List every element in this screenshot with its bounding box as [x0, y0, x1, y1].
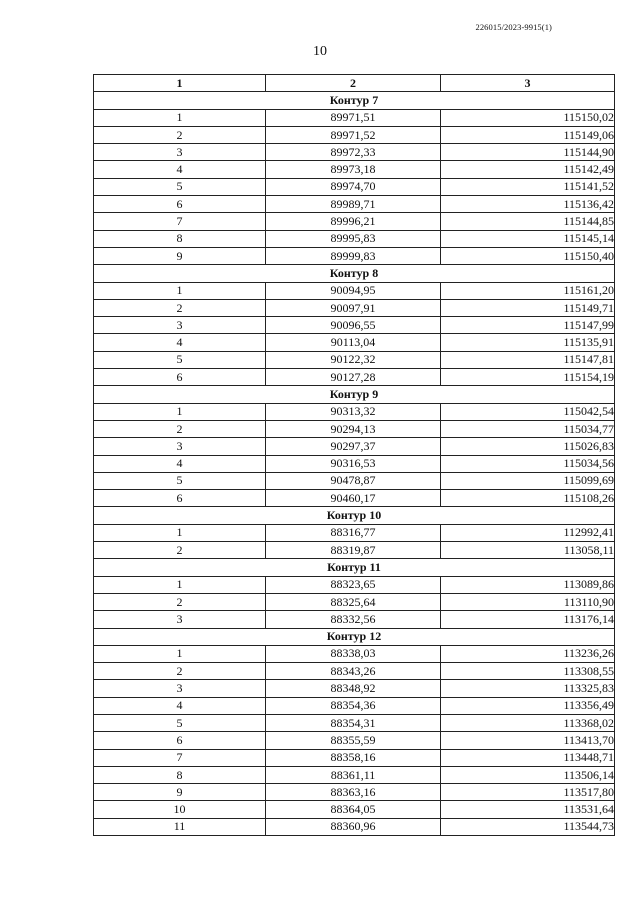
table-row — [94, 490, 615, 507]
coordinate-x-cell: 88332,56 — [266, 611, 441, 628]
coordinate-y-cell: 115149,06 — [441, 126, 615, 143]
coordinate-y-cell: 115147,99 — [441, 317, 615, 334]
coordinate-x-cell: 89973,18 — [266, 161, 441, 178]
coordinate-x-cell: 89995,83 — [266, 230, 441, 247]
coordinate-y-cell: 115136,42 — [441, 196, 615, 213]
point-number-cell: 8 — [94, 766, 266, 783]
point-number-cell: 4 — [94, 455, 266, 472]
coordinate-x-cell: 89972,33 — [266, 144, 441, 161]
page-number: 10 — [313, 44, 327, 59]
point-number-cell: 8 — [94, 230, 266, 247]
table-row — [94, 438, 615, 455]
point-number-cell: 9 — [94, 247, 266, 264]
point-number-cell: 1 — [94, 282, 266, 299]
coordinate-x-cell: 89971,51 — [266, 109, 441, 126]
point-number-cell: 1 — [94, 645, 266, 662]
point-number-cell: 10 — [94, 801, 266, 818]
coordinate-y-cell: 115150,02 — [441, 109, 615, 126]
coordinate-x-cell: 88355,59 — [266, 732, 441, 749]
table-row — [94, 593, 615, 610]
coordinate-y-cell: 113236,26 — [441, 645, 615, 662]
coordinate-y-cell: 115142,49 — [441, 161, 615, 178]
coordinate-y-cell: 113531,64 — [441, 801, 615, 818]
coordinate-x-cell: 88360,96 — [266, 818, 441, 835]
table-row — [94, 109, 615, 126]
contour-header-row — [94, 265, 615, 282]
point-number-cell: 6 — [94, 196, 266, 213]
coordinate-y-cell: 113058,11 — [441, 542, 615, 559]
coordinate-x-cell: 88316,77 — [266, 524, 441, 541]
point-number-cell: 6 — [94, 732, 266, 749]
coordinate-x-cell: 90096,55 — [266, 317, 441, 334]
point-number-cell: 2 — [94, 126, 266, 143]
coordinate-x-cell: 90122,32 — [266, 351, 441, 368]
table-row — [94, 714, 615, 731]
coordinate-x-cell: 90127,28 — [266, 369, 441, 386]
coordinate-x-cell: 89971,52 — [266, 126, 441, 143]
coordinate-x-cell: 88343,26 — [266, 663, 441, 680]
table-row — [94, 247, 615, 264]
coordinate-y-cell: 113413,70 — [441, 732, 615, 749]
coordinate-y-cell: 115145,14 — [441, 230, 615, 247]
coordinate-x-cell: 88354,36 — [266, 697, 441, 714]
coordinate-x-cell: 90460,17 — [266, 490, 441, 507]
coordinate-x-cell: 90094,95 — [266, 282, 441, 299]
coordinate-x-cell: 89999,83 — [266, 247, 441, 264]
table-row — [94, 472, 615, 489]
coordinate-y-cell: 113517,80 — [441, 784, 615, 801]
table-body — [94, 92, 615, 836]
point-number-cell: 2 — [94, 420, 266, 437]
table-row — [94, 576, 615, 593]
coordinate-x-cell: 90294,13 — [266, 420, 441, 437]
coordinate-y-cell: 115034,77 — [441, 420, 615, 437]
table-row — [94, 818, 615, 835]
point-number-cell: 7 — [94, 749, 266, 766]
point-number-cell: 11 — [94, 818, 266, 835]
coordinate-y-cell: 115135,91 — [441, 334, 615, 351]
table-row — [94, 420, 615, 437]
column-header: 2 — [266, 75, 441, 92]
coordinates-table — [93, 74, 615, 836]
coordinate-y-cell: 115147,81 — [441, 351, 615, 368]
coordinate-y-cell: 113110,90 — [441, 593, 615, 610]
point-number-cell: 4 — [94, 697, 266, 714]
coordinate-y-cell: 115042,54 — [441, 403, 615, 420]
table-row — [94, 213, 615, 230]
coordinate-y-cell: 113089,86 — [441, 576, 615, 593]
point-number-cell: 5 — [94, 714, 266, 731]
point-number-cell: 1 — [94, 403, 266, 420]
contour-title: Контур 11 — [94, 559, 615, 576]
coordinate-x-cell: 88364,05 — [266, 801, 441, 818]
point-number-cell: 1 — [94, 576, 266, 593]
point-number-cell: 3 — [94, 611, 266, 628]
point-number-cell: 5 — [94, 351, 266, 368]
point-number-cell: 4 — [94, 334, 266, 351]
point-number-cell: 3 — [94, 680, 266, 697]
coordinate-y-cell: 113356,49 — [441, 697, 615, 714]
contour-header-row — [94, 628, 615, 645]
table-row — [94, 542, 615, 559]
table-row — [94, 749, 615, 766]
coordinate-y-cell: 113448,71 — [441, 749, 615, 766]
table-row — [94, 369, 615, 386]
table-row — [94, 299, 615, 316]
point-number-cell: 5 — [94, 178, 266, 195]
table-row — [94, 317, 615, 334]
point-number-cell: 6 — [94, 490, 266, 507]
table-row — [94, 196, 615, 213]
table-row — [94, 282, 615, 299]
point-number-cell: 2 — [94, 593, 266, 610]
table-row — [94, 178, 615, 195]
table-row — [94, 766, 615, 783]
coordinate-x-cell: 89996,21 — [266, 213, 441, 230]
coordinate-x-cell: 89974,70 — [266, 178, 441, 195]
coordinate-x-cell: 88338,03 — [266, 645, 441, 662]
coordinate-y-cell: 115026,83 — [441, 438, 615, 455]
table-row — [94, 126, 615, 143]
coordinate-y-cell: 113506,14 — [441, 766, 615, 783]
coordinate-y-cell: 115099,69 — [441, 472, 615, 489]
point-number-cell: 2 — [94, 299, 266, 316]
contour-header-row — [94, 386, 615, 403]
table-row — [94, 334, 615, 351]
coordinate-y-cell: 115149,71 — [441, 299, 615, 316]
table-row — [94, 784, 615, 801]
coordinate-x-cell: 88323,65 — [266, 576, 441, 593]
coordinate-x-cell: 88354,31 — [266, 714, 441, 731]
coordinate-y-cell: 115108,26 — [441, 490, 615, 507]
column-header: 1 — [94, 75, 266, 92]
table-row — [94, 697, 615, 714]
contour-title: Контур 12 — [94, 628, 615, 645]
coordinate-y-cell: 115141,52 — [441, 178, 615, 195]
table-header-row — [94, 75, 615, 92]
table-row — [94, 403, 615, 420]
coordinate-y-cell: 115150,40 — [441, 247, 615, 264]
point-number-cell: 6 — [94, 369, 266, 386]
contour-header-row — [94, 92, 615, 109]
coordinate-y-cell: 115144,90 — [441, 144, 615, 161]
coordinate-y-cell: 113325,83 — [441, 680, 615, 697]
coordinate-x-cell: 88319,87 — [266, 542, 441, 559]
coordinate-y-cell: 115161,20 — [441, 282, 615, 299]
point-number-cell: 5 — [94, 472, 266, 489]
table-row — [94, 663, 615, 680]
contour-title: Контур 8 — [94, 265, 615, 282]
coordinate-x-cell: 90316,53 — [266, 455, 441, 472]
coordinate-x-cell: 90297,37 — [266, 438, 441, 455]
table-row — [94, 611, 615, 628]
coordinate-y-cell: 115144,85 — [441, 213, 615, 230]
table-row — [94, 524, 615, 541]
column-header: 3 — [441, 75, 615, 92]
coordinate-y-cell: 115154,19 — [441, 369, 615, 386]
point-number-cell: 3 — [94, 317, 266, 334]
point-number-cell: 2 — [94, 663, 266, 680]
table-row — [94, 351, 615, 368]
point-number-cell: 7 — [94, 213, 266, 230]
coordinate-x-cell: 88361,11 — [266, 766, 441, 783]
coordinate-y-cell: 113544,73 — [441, 818, 615, 835]
coordinate-y-cell: 113176,14 — [441, 611, 615, 628]
coordinate-y-cell: 113368,02 — [441, 714, 615, 731]
coordinate-x-cell: 88358,16 — [266, 749, 441, 766]
document-id: 226015/2023-9915(1) — [475, 22, 552, 32]
contour-header-row — [94, 559, 615, 576]
coordinate-y-cell: 112992,41 — [441, 524, 615, 541]
coordinate-x-cell: 88348,92 — [266, 680, 441, 697]
table-row — [94, 732, 615, 749]
coordinate-x-cell: 90097,91 — [266, 299, 441, 316]
table-row — [94, 680, 615, 697]
contour-title: Контур 7 — [94, 92, 615, 109]
contour-title: Контур 9 — [94, 386, 615, 403]
point-number-cell: 3 — [94, 144, 266, 161]
table-row — [94, 161, 615, 178]
coordinate-x-cell: 89989,71 — [266, 196, 441, 213]
contour-title: Контур 10 — [94, 507, 615, 524]
coordinate-x-cell: 90313,32 — [266, 403, 441, 420]
point-number-cell: 1 — [94, 109, 266, 126]
coordinate-x-cell: 90113,04 — [266, 334, 441, 351]
point-number-cell: 1 — [94, 524, 266, 541]
coordinate-x-cell: 88325,64 — [266, 593, 441, 610]
contour-header-row — [94, 507, 615, 524]
point-number-cell: 3 — [94, 438, 266, 455]
table-row — [94, 645, 615, 662]
coordinate-y-cell: 113308,55 — [441, 663, 615, 680]
point-number-cell: 4 — [94, 161, 266, 178]
table-row — [94, 230, 615, 247]
table-row — [94, 455, 615, 472]
point-number-cell: 2 — [94, 542, 266, 559]
coordinate-y-cell: 115034,56 — [441, 455, 615, 472]
table-row — [94, 801, 615, 818]
point-number-cell: 9 — [94, 784, 266, 801]
coordinate-x-cell: 88363,16 — [266, 784, 441, 801]
table-row — [94, 144, 615, 161]
coordinate-x-cell: 90478,87 — [266, 472, 441, 489]
